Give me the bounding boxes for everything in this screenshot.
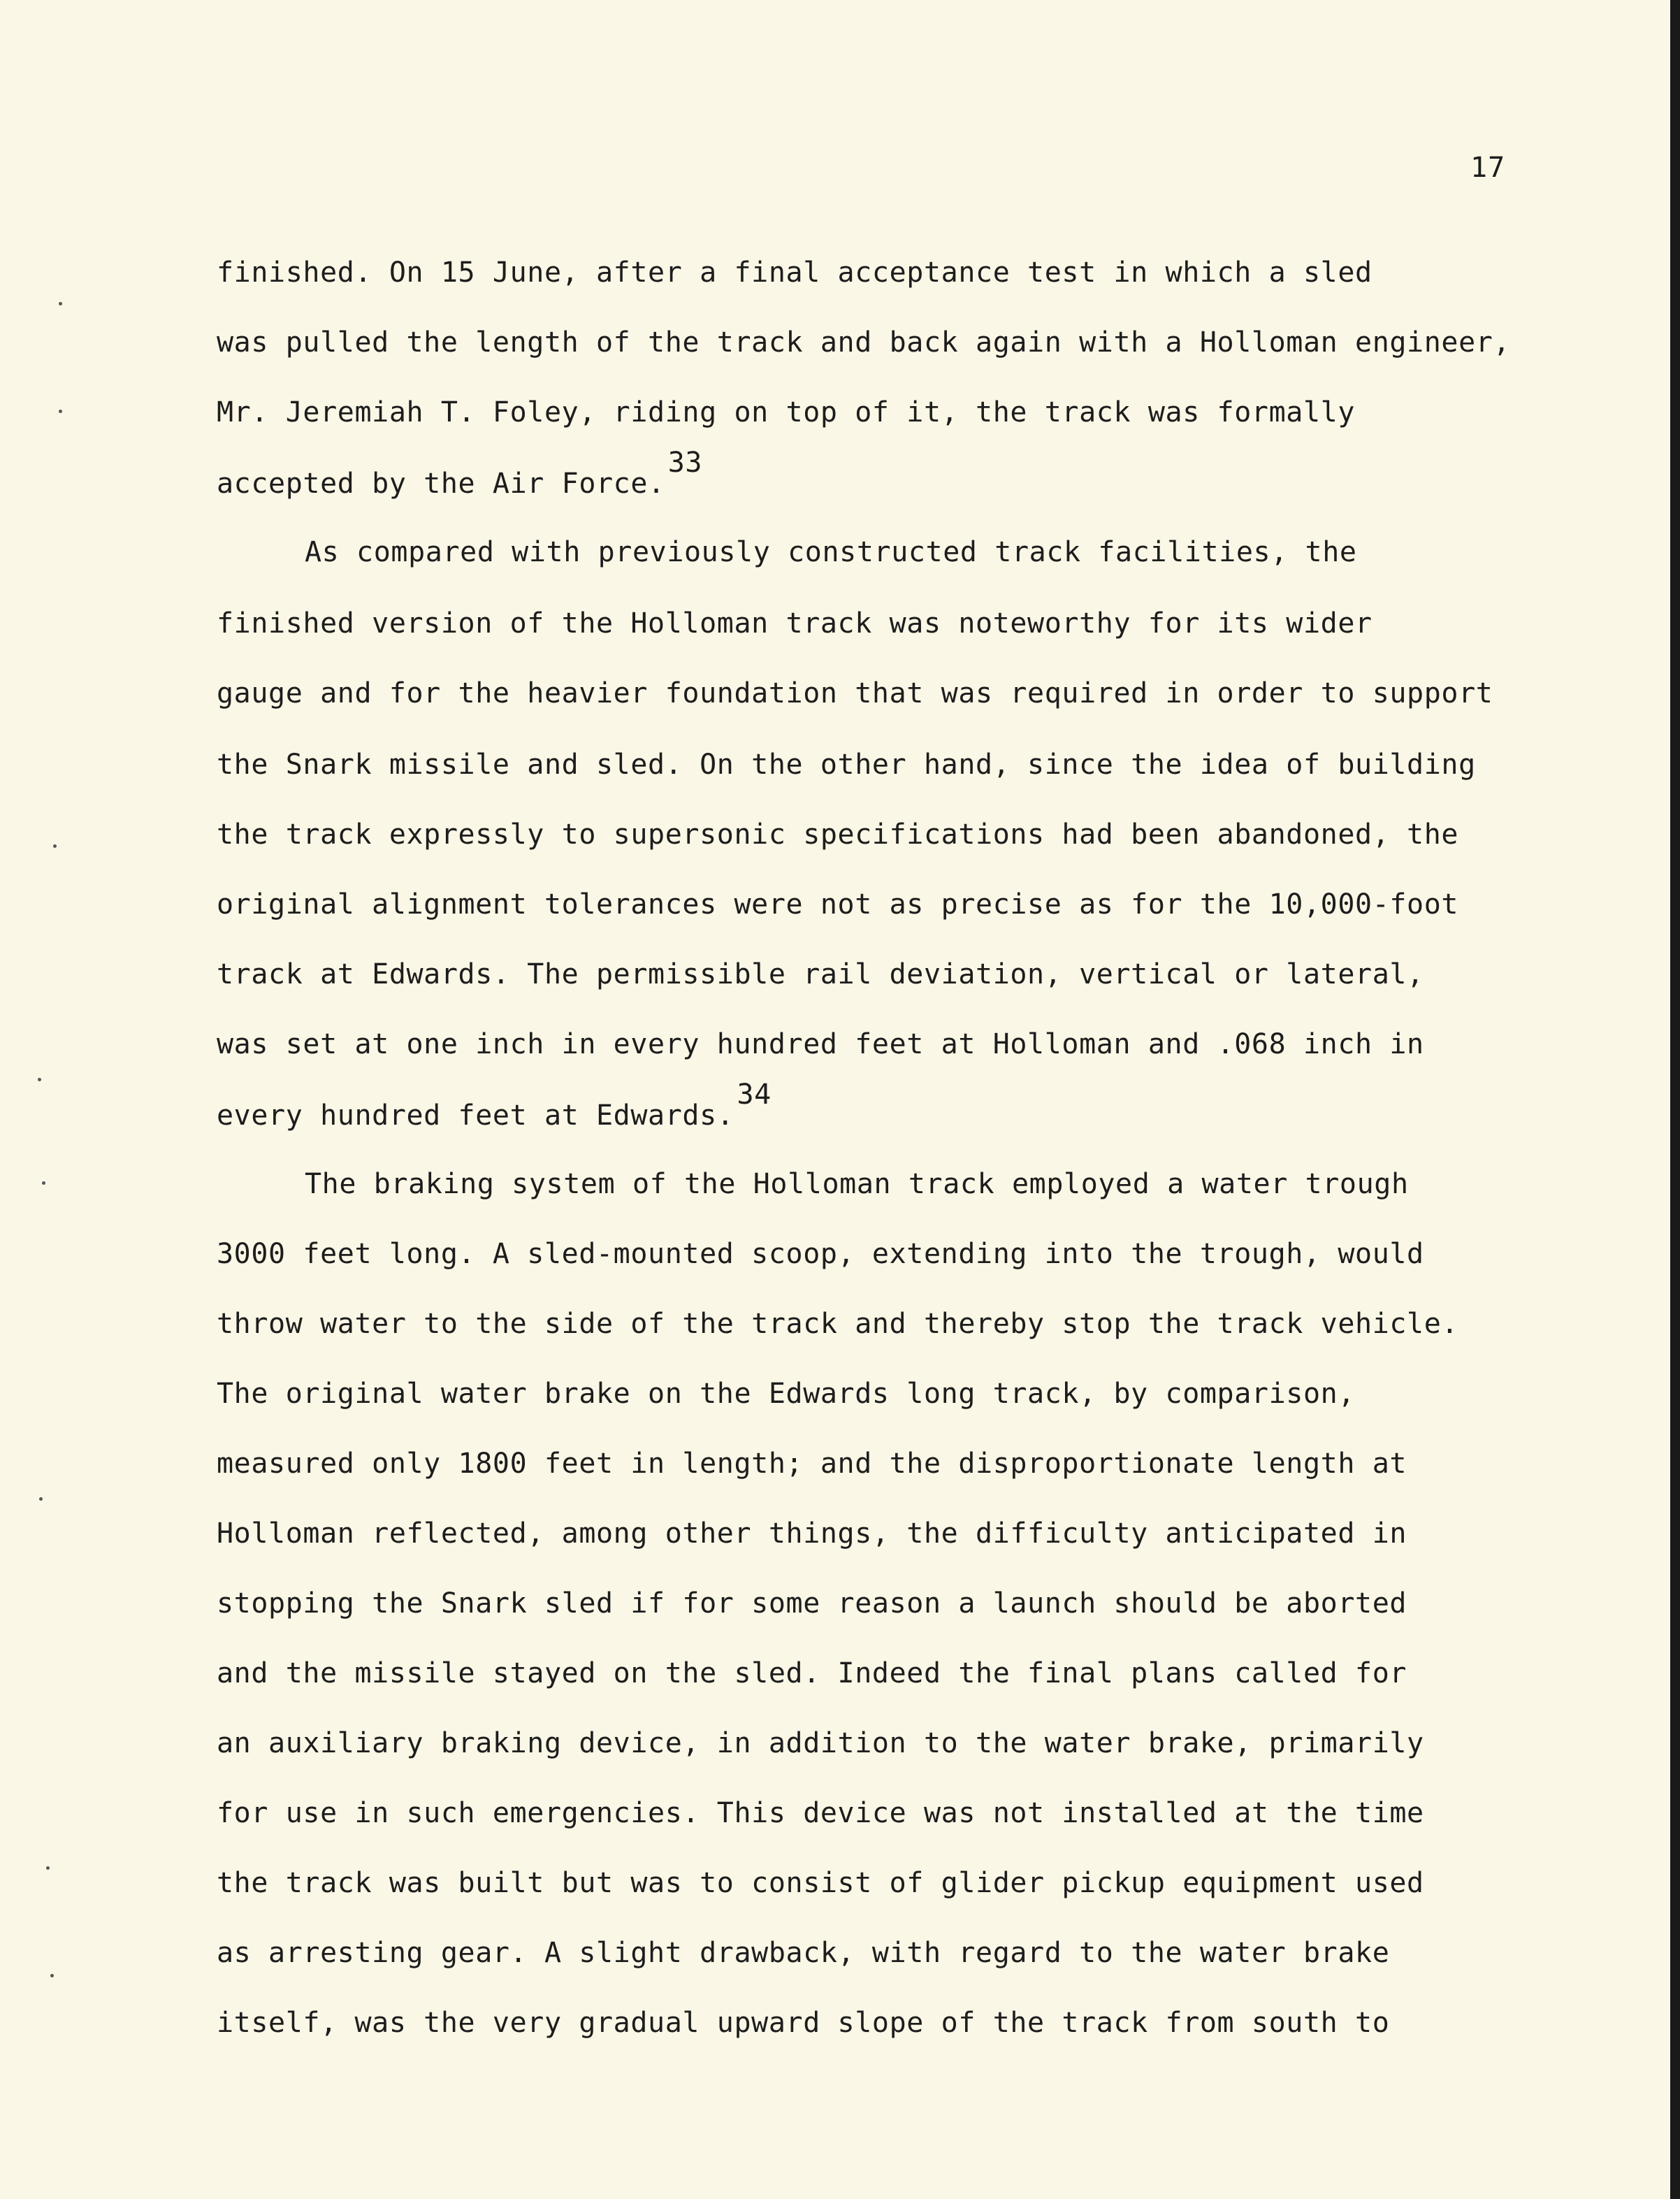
text-line: itself, was the very gradual upward slope of the track from south to xyxy=(217,2007,1390,2039)
paper-speck xyxy=(59,410,62,413)
text-line: finished. On 15 June, after a final acceptance test in which a sled xyxy=(217,257,1373,289)
footnote-marker: 33 xyxy=(667,447,703,479)
page-edge xyxy=(1670,0,1680,2199)
text-line: the track expressly to supersonic specifications had been abandoned, the xyxy=(217,819,1459,851)
page-number: 17 xyxy=(1470,152,1506,184)
paper-speck xyxy=(53,844,57,848)
paper-speck xyxy=(46,1866,50,1870)
text-line: track at Edwards. The permissible rail deviation, vertical or lateral, xyxy=(217,958,1424,990)
text-line: was pulled the length of the track and back again with a Holloman engineer, xyxy=(217,326,1511,359)
text-line: the track was built but was to consist of glider pickup equipment used xyxy=(217,1867,1424,1899)
text-line: Holloman reflected, among other things, the difficulty anticipated in xyxy=(217,1517,1407,1550)
text-line: measured only 1800 feet in length; and the disproportionate length at xyxy=(217,1448,1407,1480)
text-line: gauge and for the heavier foundation that was required in order to support xyxy=(217,677,1493,709)
text-line: and the missile stayed on the sled. Indeed the final plans called for xyxy=(217,1657,1407,1689)
text-line: As compared with previously constructed track facilities, the xyxy=(305,536,1357,568)
text-line: for use in such emergencies. This device was not installed at the time xyxy=(217,1797,1424,1829)
text-line: Mr. Jeremiah T. Foley, riding on top of it, the track was formally xyxy=(217,396,1356,428)
text-line: was set at one inch in every hundred feet at Holloman and .068 inch in xyxy=(217,1028,1424,1060)
paper-speck xyxy=(38,1078,41,1081)
text-line: The braking system of the Holloman track employed a water trough xyxy=(305,1168,1409,1200)
paper-speck xyxy=(59,302,62,305)
text-line: The original water brake on the Edwards long track, by comparison, xyxy=(217,1378,1356,1410)
text-line: the Snark missile and sled. On the other hand, since the idea of building xyxy=(217,749,1476,781)
text-line: original alignment tolerances were not as precise as for the 10,000-foot xyxy=(217,888,1459,921)
text-line: throw water to the side of the track and thereby stop the track vehicle. xyxy=(217,1308,1459,1340)
text-line: an auxiliary braking device, in addition to the water brake, primarily xyxy=(217,1727,1424,1759)
text-line: as arresting gear. A slight drawback, with regard to the water brake xyxy=(217,1937,1390,1969)
footnote-marker: 34 xyxy=(737,1079,772,1111)
text-line: stopping the Snark sled if for some reason a launch should be aborted xyxy=(217,1587,1407,1620)
text-line: every hundred feet at Edwards.34 xyxy=(217,1079,772,1132)
paper-speck xyxy=(42,1181,45,1185)
text-line: finished version of the Holloman track was noteworthy for its wider xyxy=(217,607,1373,640)
text-line: 3000 feet long. A sled-mounted scoop, extending into the trough, would xyxy=(217,1238,1424,1270)
text-line: accepted by the Air Force.33 xyxy=(217,447,703,500)
paper-speck xyxy=(50,1974,54,1977)
paper-speck xyxy=(39,1497,43,1501)
